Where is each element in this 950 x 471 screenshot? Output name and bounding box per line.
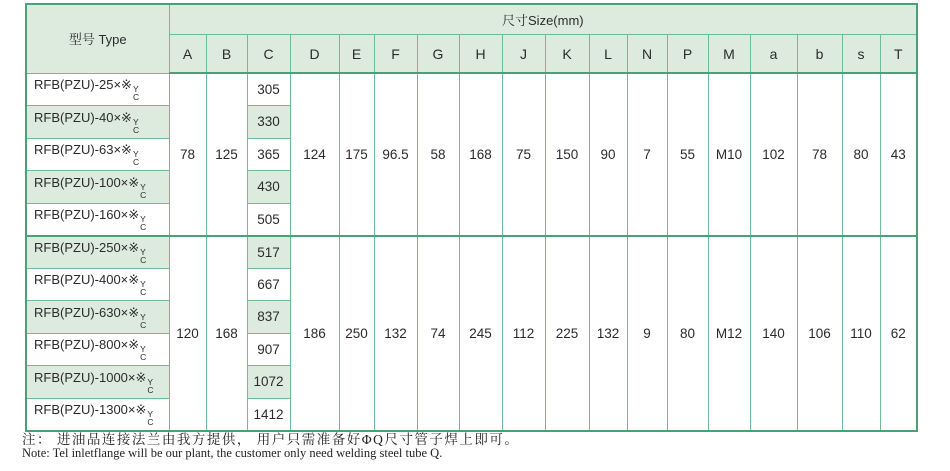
dim-col-header-F: F [374, 35, 417, 74]
dim-cell-G: 74 [417, 236, 459, 431]
model-label: RFB(PZU)-1300×※ [34, 402, 147, 417]
model-cell [26, 398, 169, 431]
dim-cell-H: 168 [459, 73, 502, 236]
table-row [26, 236, 917, 269]
table-row [26, 73, 917, 106]
dim-cell-D: 186 [290, 236, 339, 431]
dim-cell-s: 110 [842, 236, 880, 431]
dim-col-header-M: M [708, 35, 750, 74]
model-cell [26, 171, 169, 204]
model-label: RFB(PZU)-800×※ [34, 337, 140, 353]
model-suffix-stack: Y C [140, 344, 147, 363]
model-cell [26, 106, 169, 139]
size-header: 尺寸Size(mm) [169, 4, 917, 35]
model-suffix-stack: Y C [147, 376, 154, 395]
dim-cell-F: 96.5 [374, 73, 417, 236]
dim-cell-K: 225 [545, 236, 589, 431]
model-suffix-stack: Y C [132, 149, 140, 168]
note-english: Note: Tel inletflange will be our plant, the customer only need welding steel tube Q. [22, 446, 443, 460]
dim-cell-C: 837 [247, 301, 290, 334]
dim-cell-P: 80 [667, 236, 708, 431]
dim-col-header-B: B [206, 35, 247, 74]
dim-cell-b: 78 [797, 73, 842, 236]
spec-table-container [25, 3, 918, 432]
dim-cell-T: 62 [880, 236, 917, 431]
dim-cell-T: 43 [880, 73, 917, 236]
dim-cell-B: 168 [206, 236, 247, 431]
dim-cell-C: 430 [247, 171, 290, 204]
model-suffix-stack: Y C [147, 409, 154, 427]
model-cell [26, 301, 169, 334]
model-label: RFB(PZU)-250×※ [34, 240, 140, 255]
dim-cell-C: 1412 [247, 398, 290, 431]
model-suffix-stack: Y C [132, 84, 140, 103]
model-cell [26, 73, 169, 106]
dim-col-header-a: a [750, 35, 797, 74]
model-suffix-stack: Y C [132, 116, 140, 135]
model-cell [26, 138, 169, 171]
model-cell [26, 203, 169, 236]
dim-col-header-C: C [247, 35, 290, 74]
dim-col-header-L: L [589, 35, 627, 74]
dim-cell-M: M10 [708, 73, 750, 236]
dim-col-header-E: E [339, 35, 374, 74]
model-label: RFB(PZU)-160×※ [34, 207, 140, 222]
model-type-header: 型号 Type [26, 4, 169, 73]
dim-cell-A: 78 [169, 73, 206, 236]
dim-cell-K: 150 [545, 73, 589, 236]
dim-cell-D: 124 [290, 73, 339, 236]
dim-cell-N: 7 [627, 73, 667, 236]
dim-cell-C: 907 [247, 333, 290, 366]
dim-cell-a: 140 [750, 236, 797, 431]
dim-col-header-P: P [667, 35, 708, 74]
dim-cell-F: 132 [374, 236, 417, 431]
dim-cell-H: 245 [459, 236, 502, 431]
dim-col-header-G: G [417, 35, 459, 74]
note-chinese: 注： 进油品连接法兰由我方提供， 用户只需准备好ΦQ尺寸管子焊上即可。 [22, 432, 520, 447]
model-label: RFB(PZU)-25×※ [34, 77, 132, 93]
model-cell [26, 366, 169, 399]
dim-cell-C: 330 [247, 106, 290, 139]
dim-cell-J: 112 [502, 236, 545, 431]
dim-col-header-K: K [545, 35, 589, 74]
model-suffix-stack: Y C [140, 279, 147, 298]
model-cell [26, 333, 169, 366]
dim-cell-C: 517 [247, 236, 290, 269]
dim-cell-J: 75 [502, 73, 545, 236]
dim-col-header-J: J [502, 35, 545, 74]
dim-cell-C: 667 [247, 268, 290, 301]
model-suffix-stack: Y C [140, 214, 147, 232]
dim-cell-C: 305 [247, 73, 290, 106]
dim-cell-s: 80 [842, 73, 880, 236]
model-cell [26, 236, 169, 269]
dimension-spec-table [25, 3, 918, 432]
dim-cell-C: 505 [247, 203, 290, 236]
dim-cell-B: 125 [206, 73, 247, 236]
dim-cell-a: 102 [750, 73, 797, 236]
dim-col-header-A: A [169, 35, 206, 74]
model-suffix-stack: Y C [140, 247, 147, 265]
dim-col-header-N: N [627, 35, 667, 74]
model-cell [26, 268, 169, 301]
dim-cell-L: 132 [589, 236, 627, 431]
dim-col-header-T: T [880, 35, 917, 74]
dim-cell-P: 55 [667, 73, 708, 236]
model-suffix-stack: Y C [140, 181, 147, 200]
model-label: RFB(PZU)-1000×※ [34, 369, 147, 385]
model-suffix-stack: Y C [140, 311, 147, 330]
dim-col-header-s: s [842, 35, 880, 74]
dim-cell-E: 175 [339, 73, 374, 236]
dim-cell-b: 106 [797, 236, 842, 431]
dim-cell-G: 58 [417, 73, 459, 236]
dim-cell-N: 9 [627, 236, 667, 431]
dim-col-header-H: H [459, 35, 502, 74]
dim-col-header-D: D [290, 35, 339, 74]
model-label: RFB(PZU)-100×※ [34, 174, 140, 190]
model-label: RFB(PZU)-630×※ [34, 304, 140, 320]
dim-cell-A: 120 [169, 236, 206, 431]
dim-cell-C: 365 [247, 138, 290, 171]
dim-cell-L: 90 [589, 73, 627, 236]
dim-cell-E: 250 [339, 236, 374, 431]
dim-cell-C: 1072 [247, 366, 290, 399]
dim-col-header-b: b [797, 35, 842, 74]
model-label: RFB(PZU)-400×※ [34, 272, 140, 288]
model-label: RFB(PZU)-40×※ [34, 109, 132, 125]
model-label: RFB(PZU)-63×※ [34, 142, 132, 158]
dim-cell-M: M12 [708, 236, 750, 431]
